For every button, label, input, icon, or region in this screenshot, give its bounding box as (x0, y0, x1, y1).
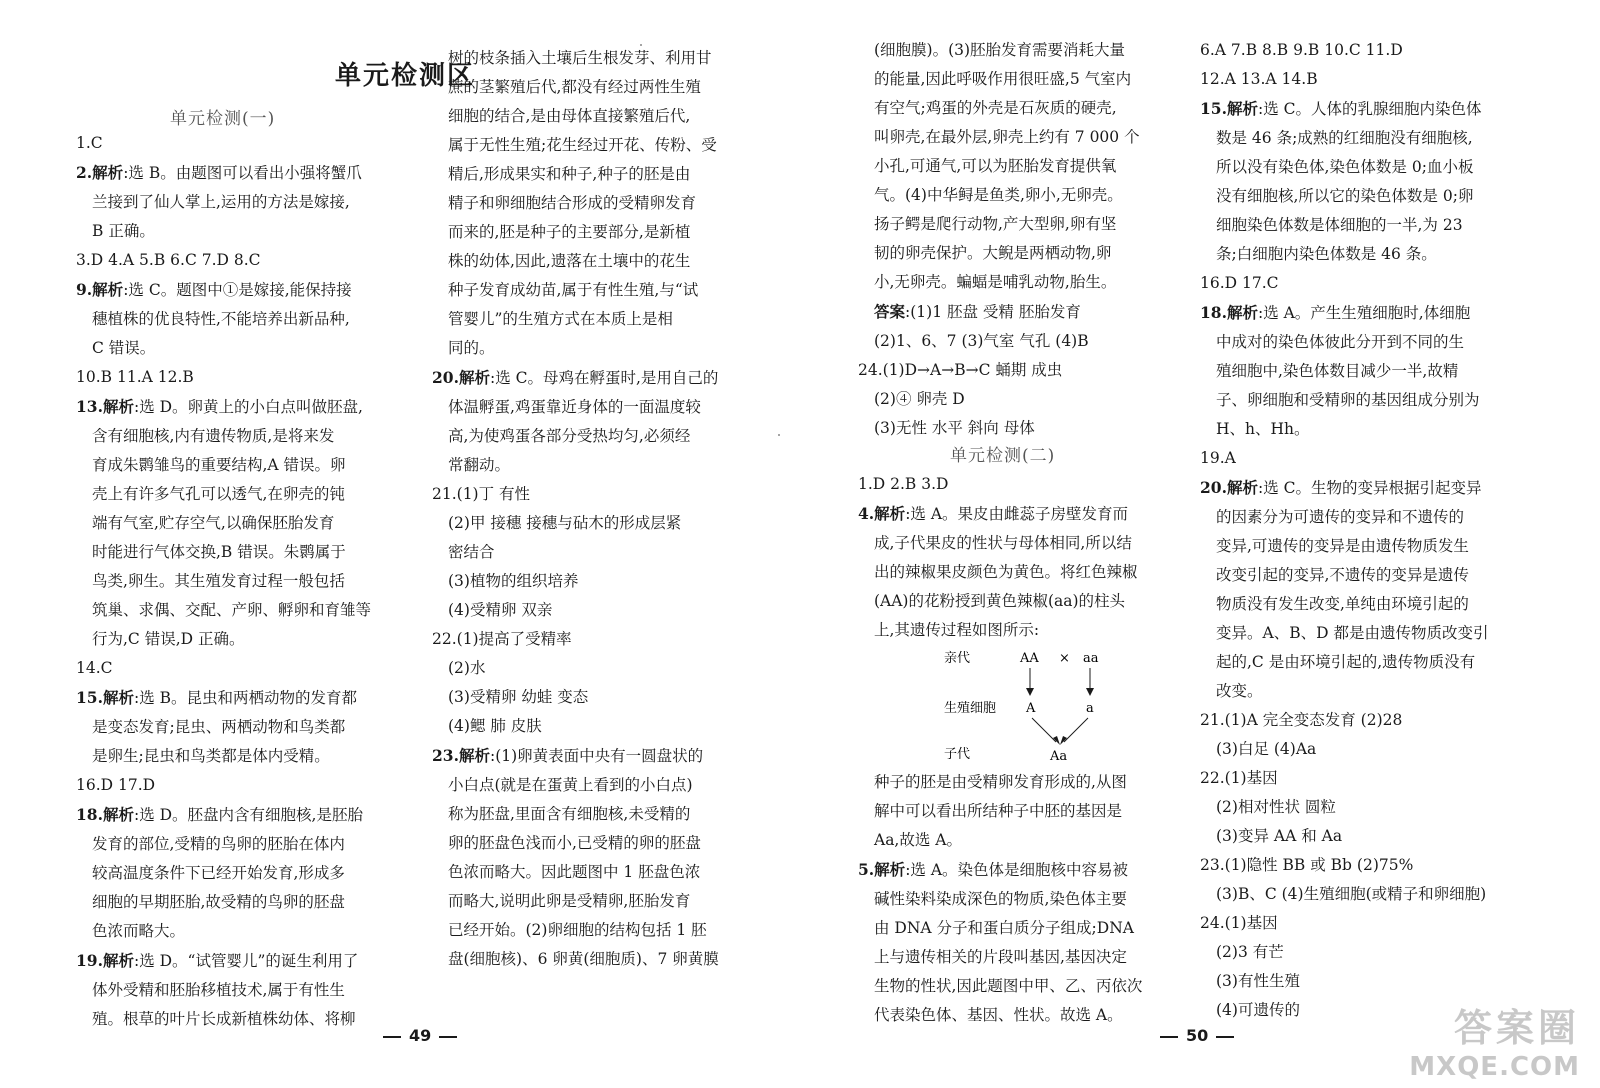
text-line (1200, 328, 1550, 357)
text-line (76, 538, 396, 567)
line-text: (2)甲 接穗 接穗与砧木的形成层紧 (448, 514, 682, 532)
text-line (432, 887, 752, 916)
line-text: 树的枝条插入土壤后生根发芽、利用甘 (448, 49, 712, 67)
text-line (858, 943, 1188, 972)
text-line (432, 596, 752, 625)
text-line (76, 800, 396, 830)
text-line (432, 741, 752, 771)
line-text: 所以没有染色体,染色体数是 0;血小板 (1216, 158, 1474, 176)
line-text: 卵的胚盘色浅而小,已受精的卵的胚盘 (448, 834, 701, 852)
text-line (76, 480, 396, 509)
diagram-gamete-left: A (1026, 701, 1036, 716)
line-text: 10.B 11.A 12.B (76, 368, 194, 386)
text-line (432, 73, 752, 102)
text-line (432, 102, 752, 131)
line-text: 数是 46 条;成熟的红细胞没有细胞核, (1216, 129, 1473, 147)
diagram-parent-left: AA (1020, 651, 1039, 666)
line-text: :选 C。生物的变异根据引起变异 (1257, 479, 1482, 497)
text-line (1200, 822, 1550, 851)
line-text: 同的。 (448, 339, 495, 357)
watermark-en: MXQE.COM (1409, 1052, 1580, 1082)
line-text: 鸟类,卵生。其生殖发育过程一般包括 (92, 572, 345, 590)
line-text: :(1)卵黄表面中央有一圆盘状的 (489, 747, 704, 765)
answer-label: 20.解析 (432, 368, 490, 387)
text-line (858, 558, 1188, 587)
line-text: 6.A 7.B 8.B 9.B 10.C 11.D (1200, 41, 1403, 59)
text-line (76, 363, 396, 392)
text-line (432, 334, 752, 363)
text-line (858, 385, 1188, 414)
text-line (1200, 182, 1550, 211)
line-text: 时能进行气体交换,B 错误。朱鹮属于 (92, 543, 346, 561)
text-line (432, 712, 752, 741)
text-line (858, 297, 1188, 327)
text-line (76, 683, 396, 713)
line-text: 24.(1)D→A→B→C 蛹期 成虫 (858, 361, 1063, 379)
text-line (76, 451, 396, 480)
line-text: 16.D 17.D (76, 776, 156, 794)
text-line (858, 65, 1188, 94)
line-text: 称为胚盘,里面含有细胞核,未受精的 (448, 805, 691, 823)
answer-label: 4.解析 (858, 504, 906, 523)
line-text: 小孔,可通气,可以为胚胎发育提供氧 (874, 157, 1117, 175)
text-line (1200, 269, 1550, 298)
text-line (432, 451, 752, 480)
line-text: (细胞膜)。(3)胚胎发育需要消耗大量 (874, 41, 1126, 59)
right-column-1-top (858, 36, 1188, 443)
section-heading-one: 单元检测(一) (170, 109, 276, 129)
line-text: 生物的性状,因此题图中甲、乙、丙依次 (874, 977, 1143, 995)
line-text: 由 DNA 分子和蛋白质分子组成;DNA (874, 919, 1134, 937)
line-text: C 错误。 (92, 339, 156, 357)
line-text: 而略大,说明此卵是受精卵,胚胎发育 (448, 892, 691, 910)
line-text: 1.D 2.B 3.D (858, 475, 949, 493)
diagram-cross: × (1059, 651, 1070, 666)
text-line (432, 393, 752, 422)
line-text: 小,无卵壳。蝙蝠是哺乳动物,胎生。 (874, 273, 1117, 291)
text-line (858, 855, 1188, 885)
text-line (858, 181, 1188, 210)
text-line (76, 305, 396, 334)
text-line (1200, 561, 1550, 590)
line-text: 16.D 17.C (1200, 274, 1279, 292)
text-line (432, 567, 752, 596)
text-line (76, 158, 396, 188)
watermark (1409, 997, 1580, 1082)
text-line (432, 916, 752, 945)
page-number-left: 49 (375, 1026, 465, 1045)
line-text: 1.C (76, 134, 103, 152)
line-text: 管婴儿”的生殖方式在本质上是相 (448, 310, 673, 328)
line-text: 上,其遗传过程如图所示: (874, 621, 1040, 639)
text-line (858, 94, 1188, 123)
line-text: (2)相对性状 圆粒 (1216, 798, 1336, 816)
text-line (76, 246, 396, 275)
line-text: (3)白足 (4)Aa (1216, 740, 1317, 758)
text-line (1200, 444, 1550, 473)
line-text: 行为,C 错误,D 正确。 (92, 630, 245, 648)
text-line (858, 1001, 1188, 1030)
line-text: :选 D。胚盘内含有细胞核,是胚胎 (133, 806, 363, 824)
line-text: 体温孵蛋,鸡蛋靠近身体的一面温度较 (448, 398, 701, 416)
line-text: 子、卵细胞和受精卵的基因组成分别为 (1216, 391, 1480, 409)
line-text: 3.D 4.A 5.B 6.C 7.D 8.C (76, 251, 261, 269)
line-text: 没有细胞核,所以它的染色体数是 0;卵 (1216, 187, 1474, 205)
line-text: (3)受精卵 幼蛙 变态 (448, 688, 589, 706)
text-line (1200, 298, 1550, 328)
text-line (1200, 36, 1550, 65)
answer-label: 5.解析 (858, 860, 906, 879)
line-text: :选 C。人体的乳腺细胞内染色体 (1257, 100, 1482, 118)
text-line (432, 276, 752, 305)
text-line (1200, 735, 1550, 764)
text-line (1200, 967, 1550, 996)
answer-label: 18.解析 (76, 805, 134, 824)
line-text: 条;白细胞内染色体数是 46 条。 (1216, 245, 1437, 263)
text-line (1200, 764, 1550, 793)
line-text: 种子的胚是由受精卵发育形成的,从图 (874, 773, 1127, 791)
line-text: 中成对的染色体彼此分开到不同的生 (1216, 333, 1465, 351)
line-text: 发育的部位,受精的鸟卵的胚胎在体内 (92, 835, 345, 853)
answer-label: 23.解析 (432, 746, 490, 765)
right-column-2 (1200, 36, 1550, 1025)
line-text: 的能量,因此呼吸作用很旺盛,5 气室内 (874, 70, 1132, 88)
text-line (1200, 415, 1550, 444)
text-line (1200, 211, 1550, 240)
line-text: 较高温度条件下已经开始发育,形成多 (92, 864, 345, 882)
text-line (432, 625, 752, 654)
line-text: 色浓而略大。 (92, 922, 186, 940)
line-text: 殖细胞中,染色体数目减少一半,故精 (1216, 362, 1459, 380)
line-text: 小白点(就是在蛋黄上看到的小白点) (448, 776, 693, 794)
line-text: 21.(1)A 完全变态发育 (2)28 (1200, 711, 1403, 729)
text-line (1200, 532, 1550, 561)
text-line (432, 247, 752, 276)
text-line (858, 914, 1188, 943)
watermark-cn: 答案圈 (1453, 1006, 1580, 1050)
text-line (858, 587, 1188, 616)
line-text: 细胞的早期胚胎,故受精的鸟卵的胚盘 (92, 893, 345, 911)
text-line (1200, 677, 1550, 706)
line-text: 体外受精和胚胎移植技术,属于有性生 (92, 981, 345, 999)
left-page (0, 0, 790, 1088)
text-line (1200, 909, 1550, 938)
text-line (1200, 706, 1550, 735)
text-line (1200, 590, 1550, 619)
line-text: 21.(1)丁 有性 (432, 485, 531, 503)
text-line (1200, 793, 1550, 822)
diagram-offspring: Aa (1050, 749, 1068, 762)
diagram-parent-right: aa (1083, 651, 1099, 666)
answer-label: 13.解析 (76, 397, 134, 416)
text-line (432, 538, 752, 567)
line-text: 常翻动。 (448, 456, 511, 474)
line-text: :选 D。卵黄上的小白点叫做胚盘, (133, 398, 363, 416)
text-line (858, 972, 1188, 1001)
diagram-gamete-label: 生殖细胞 (944, 701, 997, 716)
line-text: :选 D。“试管婴儿”的诞生利用了 (133, 952, 359, 970)
answer-label: 15.解析 (1200, 99, 1258, 118)
text-line (1200, 240, 1550, 269)
text-line (76, 334, 396, 363)
text-line (1200, 851, 1550, 880)
diagram-offspring-label: 子代 (944, 747, 971, 762)
line-text: 株的幼体,因此,遗落在土壤中的花生 (448, 252, 691, 270)
line-text: 22.(1)提高了受精率 (432, 630, 572, 648)
line-text: 而来的,胚是种子的主要部分,是新植 (448, 223, 691, 241)
line-text: (2)1、6、7 (3)气室 气孔 (4)B (874, 332, 1089, 350)
line-text: (4)受精卵 双亲 (448, 601, 553, 619)
line-text: 的因素分为可遗传的变异和不遗传的 (1216, 508, 1465, 526)
text-line (76, 742, 396, 771)
text-line (858, 826, 1188, 855)
line-text: 扬子鳄是爬行动物,产大型卵,卵有坚 (874, 215, 1117, 233)
line-text: 盘(细胞核)、6 卵黄(细胞质)、7 卵黄膜 (448, 950, 719, 968)
line-text: Aa,故选 A。 (874, 831, 962, 849)
line-text: :(1)1 胚盘 受精 胚胎发育 (905, 303, 1081, 321)
text-line (1200, 94, 1550, 124)
text-line (432, 305, 752, 334)
text-line (76, 217, 396, 246)
right-column-1-mid (858, 470, 1188, 645)
text-line (76, 771, 396, 800)
text-line (432, 422, 752, 451)
answer-label: 18.解析 (1200, 303, 1258, 322)
line-text: 23.(1)隐性 BB 或 Bb (2)75% (1200, 856, 1414, 874)
text-line (76, 830, 396, 859)
text-line (1200, 648, 1550, 677)
line-text: :选 C。题图中①是嫁接,能保持接 (123, 281, 352, 299)
line-text: (4)鳃 肺 皮肤 (448, 717, 542, 735)
text-line (76, 509, 396, 538)
text-line (432, 131, 752, 160)
right-column-1-bottom (858, 768, 1188, 1030)
text-line (76, 917, 396, 946)
left-column-1 (76, 129, 396, 1034)
line-text: 变异。A、B、D 都是由遗传物质改变引 (1216, 624, 1489, 642)
text-line (432, 509, 752, 538)
page-number-right: 50 (1152, 1026, 1242, 1045)
line-text: 属于无性生殖;花生经过开花、传粉、受 (448, 136, 717, 154)
line-text: 筑巢、求偶、交配、产卵、孵卵和育雏等 (92, 601, 372, 619)
answer-label: 9.解析 (76, 280, 124, 299)
line-text: 已经开始。(2)卵细胞的结构包括 1 胚 (448, 921, 707, 939)
text-line (1200, 503, 1550, 532)
line-text: 色浓而略大。因此题图中 1 胚盘色浓 (448, 863, 701, 881)
line-text: 出的辣椒果皮颜色为黄色。将红色辣椒 (874, 563, 1138, 581)
text-line (432, 218, 752, 247)
text-line (1200, 938, 1550, 967)
text-line (858, 123, 1188, 152)
text-line (76, 188, 396, 217)
text-line (1200, 386, 1550, 415)
line-text: :选 A。产生生殖细胞时,体细胞 (1257, 304, 1471, 322)
line-text: 代表染色体、基因、性状。故选 A。 (874, 1006, 1123, 1024)
text-line (76, 567, 396, 596)
line-text: 是变态发育;昆虫、两栖动物和鸟类都 (92, 718, 346, 736)
text-line (1200, 880, 1550, 909)
line-text: 高,为使鸡蛋各部分受热均匀,必须经 (448, 427, 691, 445)
text-line (858, 797, 1188, 826)
line-text: 殖。根草的叶片长成新植株幼体、将柳 (92, 1010, 356, 1028)
line-text: 22.(1)基因 (1200, 769, 1278, 787)
text-line (858, 152, 1188, 181)
line-text: 碱性染料染成深色的物质,染色体主要 (874, 890, 1127, 908)
line-text: 改变。 (1216, 682, 1263, 700)
line-text: 12.A 13.A 14.B (1200, 70, 1318, 88)
text-line (432, 858, 752, 887)
text-line (858, 414, 1188, 443)
line-text: :选 A。果皮由雌蕊子房壁发育而 (905, 505, 1129, 523)
text-line (76, 275, 396, 305)
text-line (432, 654, 752, 683)
line-text: 蔗的茎繁殖后代,都没有经过两性生殖 (448, 78, 701, 96)
line-text: 精后,形成果实和种子,种子的胚是由 (448, 165, 691, 183)
text-line (432, 189, 752, 218)
line-text: :选 C。母鸡在孵蛋时,是用自己的 (489, 369, 719, 387)
text-line (1200, 619, 1550, 648)
line-text: 是卵生;昆虫和鸟类都是体内受精。 (92, 747, 330, 765)
text-line (858, 210, 1188, 239)
text-line (1200, 357, 1550, 386)
line-text: (4)可遗传的 (1216, 1001, 1300, 1019)
text-line (76, 422, 396, 451)
page-title: 单元检测区 (334, 61, 475, 91)
text-line (858, 885, 1188, 914)
text-line (432, 683, 752, 712)
text-line (76, 392, 396, 422)
line-text: H、h、Hh。 (1216, 420, 1310, 438)
text-line (1200, 65, 1550, 94)
line-text: 气。(4)中华鲟是鱼类,卵小,无卵壳。 (874, 186, 1123, 204)
answer-label: 答案 (874, 302, 906, 321)
text-line (432, 829, 752, 858)
right-page (800, 0, 1600, 1088)
text-line (858, 327, 1188, 356)
diagram-gamete-right: a (1086, 701, 1094, 716)
text-line (858, 470, 1188, 499)
line-text: 种子发育成幼苗,属于有性生殖,与“试 (448, 281, 699, 299)
text-line (858, 239, 1188, 268)
line-text: 起的,C 是由环境引起的,遗传物质没有 (1216, 653, 1476, 671)
text-line (1200, 124, 1550, 153)
line-text: (3)无性 水平 斜向 母体 (874, 419, 1035, 437)
answer-label: 20.解析 (1200, 478, 1258, 497)
text-line (858, 36, 1188, 65)
left-column-2 (432, 44, 752, 974)
line-text: 兰接到了仙人掌上,运用的方法是嫁接, (92, 193, 350, 211)
text-line (76, 888, 396, 917)
line-text: 含有细胞核,内有遗传物质,是将来发 (92, 427, 335, 445)
line-text: 24.(1)基因 (1200, 914, 1278, 932)
answer-label: 15.解析 (76, 688, 134, 707)
line-text: 14.C (76, 659, 113, 677)
text-line (858, 768, 1188, 797)
text-line (858, 616, 1188, 645)
text-line (1200, 473, 1550, 503)
line-text: (2)3 有芒 (1216, 943, 1284, 961)
line-text: 韧的卵壳保护。大鲵是两栖动物,卵 (874, 244, 1112, 262)
answer-label: 2.解析 (76, 163, 124, 182)
line-text: :选 B。由题图可以看出小强将蟹爪 (123, 164, 362, 182)
text-line (76, 654, 396, 683)
line-text: 育成朱鹮雏鸟的重要结构,A 错误。卵 (92, 456, 346, 474)
answer-label: 19.解析 (76, 951, 134, 970)
text-line (432, 363, 752, 393)
text-line (76, 713, 396, 742)
text-line (76, 946, 396, 976)
line-text: (3)变异 AA 和 Aa (1216, 827, 1343, 845)
text-line (858, 529, 1188, 558)
line-text: 细胞染色体数是体细胞的一半,为 23 (1216, 216, 1463, 234)
line-text: 物质没有发生改变,单纯由环境引起的 (1216, 595, 1469, 613)
line-text: 19.A (1200, 449, 1236, 467)
text-line (1200, 153, 1550, 182)
line-text: 密结合 (448, 543, 495, 561)
text-line (858, 499, 1188, 529)
line-text: 细胞的结合,是由母体直接繁殖后代, (448, 107, 691, 125)
line-text: 解中可以看出所结种子中胚的基因是 (874, 802, 1123, 820)
line-text: 穗植株的优良特性,不能培养出新品种, (92, 310, 350, 328)
line-text: (2)水 (448, 659, 486, 677)
text-line (858, 356, 1188, 385)
line-text: :选 A。染色体是细胞核中容易被 (905, 861, 1129, 879)
text-line (76, 976, 396, 1005)
line-text: 精子和卵细胞结合形成的受精卵发育 (448, 194, 697, 212)
line-text: 成,子代果皮的性状与母体相同,所以结 (874, 534, 1132, 552)
line-text: B 正确。 (92, 222, 155, 240)
text-line (76, 596, 396, 625)
line-text: (3)B、C (4)生殖细胞(或精子和卵细胞) (1216, 885, 1487, 903)
text-line (432, 771, 752, 800)
diagram-parent-label: 亲代 (944, 651, 971, 666)
line-text: (AA)的花粉授到黄色辣椒(aa)的柱头 (874, 592, 1126, 610)
line-text: 端有气室,贮存空气,以确保胚胎发育 (92, 514, 335, 532)
text-line (858, 268, 1188, 297)
line-text: 上与遗传相关的片段叫基因,基因决定 (874, 948, 1127, 966)
genetic-cross-diagram (940, 642, 1160, 762)
line-text: 改变引起的变异,不遗传的变异是遗传 (1216, 566, 1469, 584)
line-text: 变异,可遗传的变异是由遗传物质发生 (1216, 537, 1469, 555)
text-line (76, 129, 396, 158)
text-line (432, 945, 752, 974)
text-line (432, 160, 752, 189)
section-heading-two: 单元检测(二) (950, 446, 1056, 466)
line-text: (2)④ 卵壳 D (874, 390, 965, 408)
line-text: 有空气;鸡蛋的外壳是石灰质的硬壳, (874, 99, 1117, 117)
text-line (432, 44, 752, 73)
line-text: 壳上有许多气孔可以透气,在卵壳的钝 (92, 485, 345, 503)
line-text: 叫卵壳,在最外层,卵壳上约有 7 000 个 (874, 128, 1140, 146)
line-text: (3)植物的组织培养 (448, 572, 579, 590)
text-line (76, 1005, 396, 1034)
text-line (76, 625, 396, 654)
line-text: :选 B。昆虫和两栖动物的发育都 (133, 689, 358, 707)
text-line (76, 859, 396, 888)
text-line (432, 800, 752, 829)
line-text: (3)有性生殖 (1216, 972, 1300, 990)
text-line (432, 480, 752, 509)
